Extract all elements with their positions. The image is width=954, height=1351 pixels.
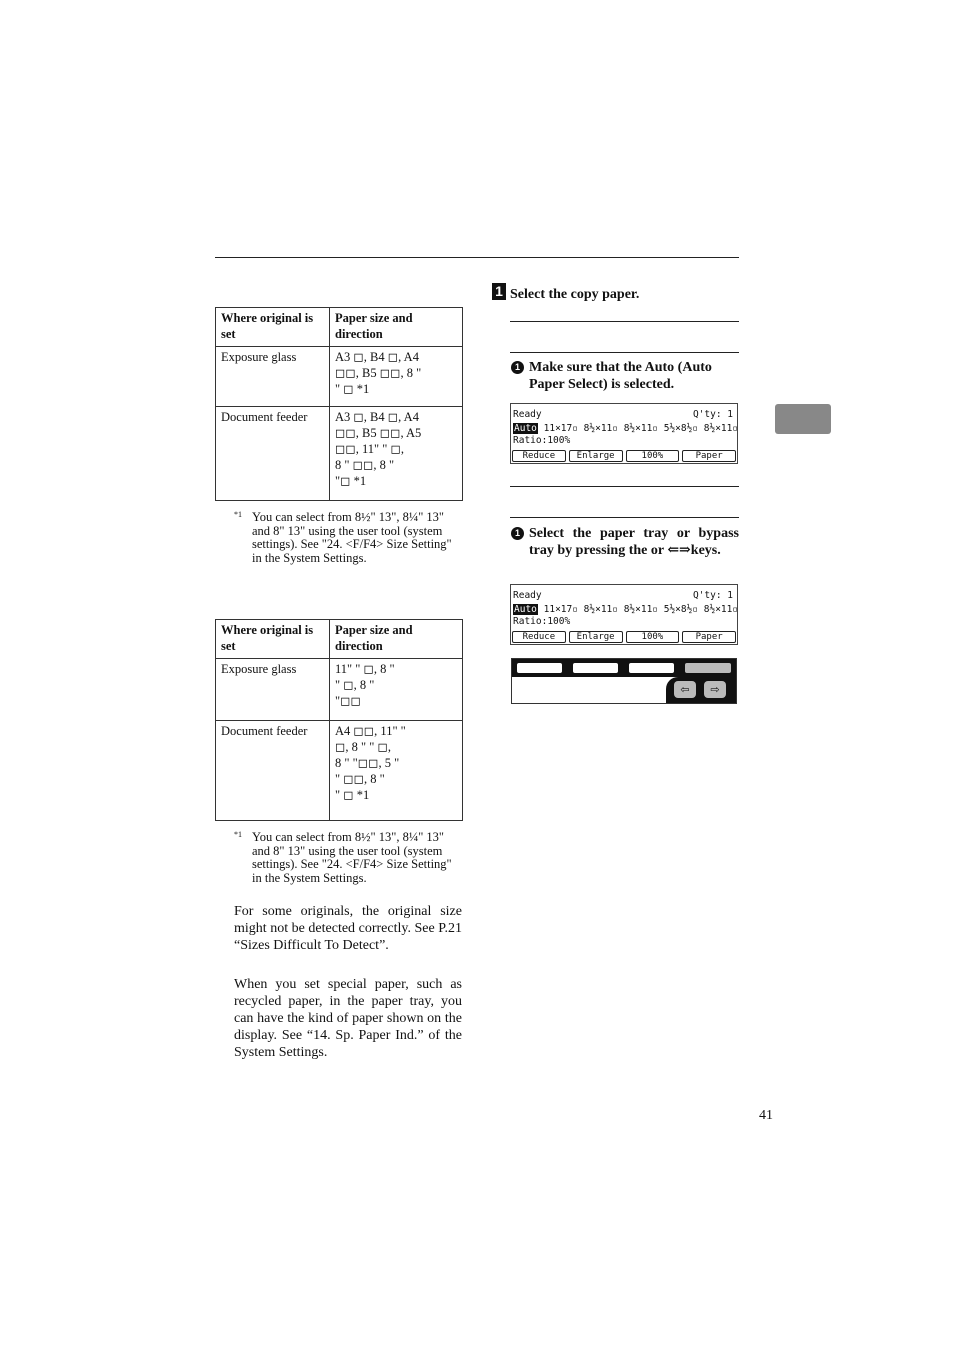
- footnote-text: You can select from 8½" 13", 8¼" 13" and 8" 13" using the user tool (system settings). See "24. <F/F4> Size Setting" in the System Settings.: [252, 510, 452, 565]
- row-place: Document feeder: [216, 721, 330, 821]
- paper-button[interactable]: Paper: [682, 450, 736, 462]
- step-number: 1: [492, 283, 506, 300]
- paper-trays: 11×17▫ 8½×11▫ 8½×11▫ 5½×8½▫ 8½×11▫: [543, 604, 739, 615]
- full-size-button[interactable]: 100%: [626, 631, 680, 643]
- step-text: Select the copy paper.: [510, 287, 640, 302]
- note-paragraph: For some originals, the original size might not be detected correctly. See P.21 “Sizes Difficult To Detect”.: [234, 904, 462, 953]
- paper-size-table-2: [215, 619, 463, 821]
- lcd-display: [510, 403, 738, 464]
- section-rule: [510, 517, 739, 518]
- auto-paper-select[interactable]: Auto: [514, 423, 537, 434]
- footnote-mark: *1: [234, 830, 242, 839]
- section-rule: [510, 486, 739, 487]
- right-arrow-key[interactable]: ⇨: [704, 681, 726, 698]
- arrow-keypad: [666, 677, 736, 703]
- status-text: Ready: [513, 590, 542, 601]
- ratio-text: Ratio:100%: [513, 435, 571, 446]
- header-where-original: Where original is set: [216, 620, 330, 659]
- note-paragraph: When you set special paper, such as recycled paper, in the paper tray, you can have the kind of paper shown on the display. See “14. Sp. Paper Ind.” of the System Settings.: [234, 977, 462, 1060]
- header-paper-size: Paper size and direction: [330, 620, 463, 659]
- row-place: Exposure glass: [216, 659, 330, 721]
- section-rule: [510, 321, 739, 322]
- lcd-display: [510, 584, 738, 645]
- full-size-button[interactable]: 100%: [626, 450, 680, 462]
- reduce-button[interactable]: Reduce: [512, 450, 566, 462]
- header-where-original: Where original is set: [216, 308, 330, 347]
- enlarge-button[interactable]: Enlarge: [569, 450, 623, 462]
- ratio-text: Ratio:100%: [513, 616, 571, 627]
- selection-key[interactable]: [685, 663, 731, 673]
- footnote: [234, 830, 462, 885]
- substep-bullet: 1: [511, 361, 524, 374]
- selection-key[interactable]: [517, 663, 562, 673]
- footnote-mark: *1: [234, 510, 242, 519]
- enlarge-button[interactable]: Enlarge: [569, 631, 623, 643]
- substep-text: Make sure that the Auto (Auto Paper Select) is selected.: [529, 360, 712, 392]
- row-sizes: A4 ◻◻, 11" " ◻, 8 " " ◻, 8 " "◻◻, 5 " " ◻◻, 8 " " ◻ *1: [330, 721, 463, 821]
- header-paper-size: Paper size and direction: [330, 308, 463, 347]
- quantity-text: Q'ty: 1: [692, 409, 733, 420]
- section-rule: [510, 352, 739, 353]
- left-arrow-key[interactable]: ⇦: [674, 681, 696, 698]
- auto-paper-select[interactable]: Auto: [514, 604, 537, 615]
- control-panel-keys: [511, 658, 737, 704]
- footnote: [234, 510, 462, 565]
- paper-size-table-1: [215, 307, 463, 501]
- status-text: Ready: [513, 409, 542, 420]
- selection-key[interactable]: [629, 663, 674, 673]
- row-place: Exposure glass: [216, 347, 330, 407]
- row-sizes: A3 ◻, B4 ◻, A4 ◻◻, B5 ◻◻, 8 " " ◻ *1: [330, 347, 463, 407]
- page-number: 41: [759, 1108, 773, 1123]
- selection-key-bar: [512, 659, 736, 677]
- footnote-text: You can select from 8½" 13", 8¼" 13" and 8" 13" using the user tool (system settings). See "24. <F/F4> Size Setting" in the System Settings.: [252, 830, 452, 885]
- row-place: Document feeder: [216, 407, 330, 501]
- quantity-text: Q'ty: 1: [692, 590, 733, 601]
- paper-trays: 11×17▫ 8½×11▫ 8½×11▫ 5½×8½▫ 8½×11▫: [543, 423, 739, 434]
- header-rule: [215, 257, 739, 258]
- substep-text: Select the paper tray or bypass tray by pressing the or ⇐⇒keys.: [529, 526, 739, 558]
- paper-button[interactable]: Paper: [682, 631, 736, 643]
- reduce-button[interactable]: Reduce: [512, 631, 566, 643]
- chapter-tab: [775, 404, 831, 434]
- row-sizes: 11" " ◻, 8 " " ◻, 8 " "◻◻: [330, 659, 463, 721]
- substep-bullet: 1: [511, 527, 524, 540]
- selection-key[interactable]: [573, 663, 618, 673]
- row-sizes: A3 ◻, B4 ◻, A4 ◻◻, B5 ◻◻, A5 ◻◻, 11" " ◻, 8 " ◻◻, 8 " "◻ *1: [330, 407, 463, 501]
